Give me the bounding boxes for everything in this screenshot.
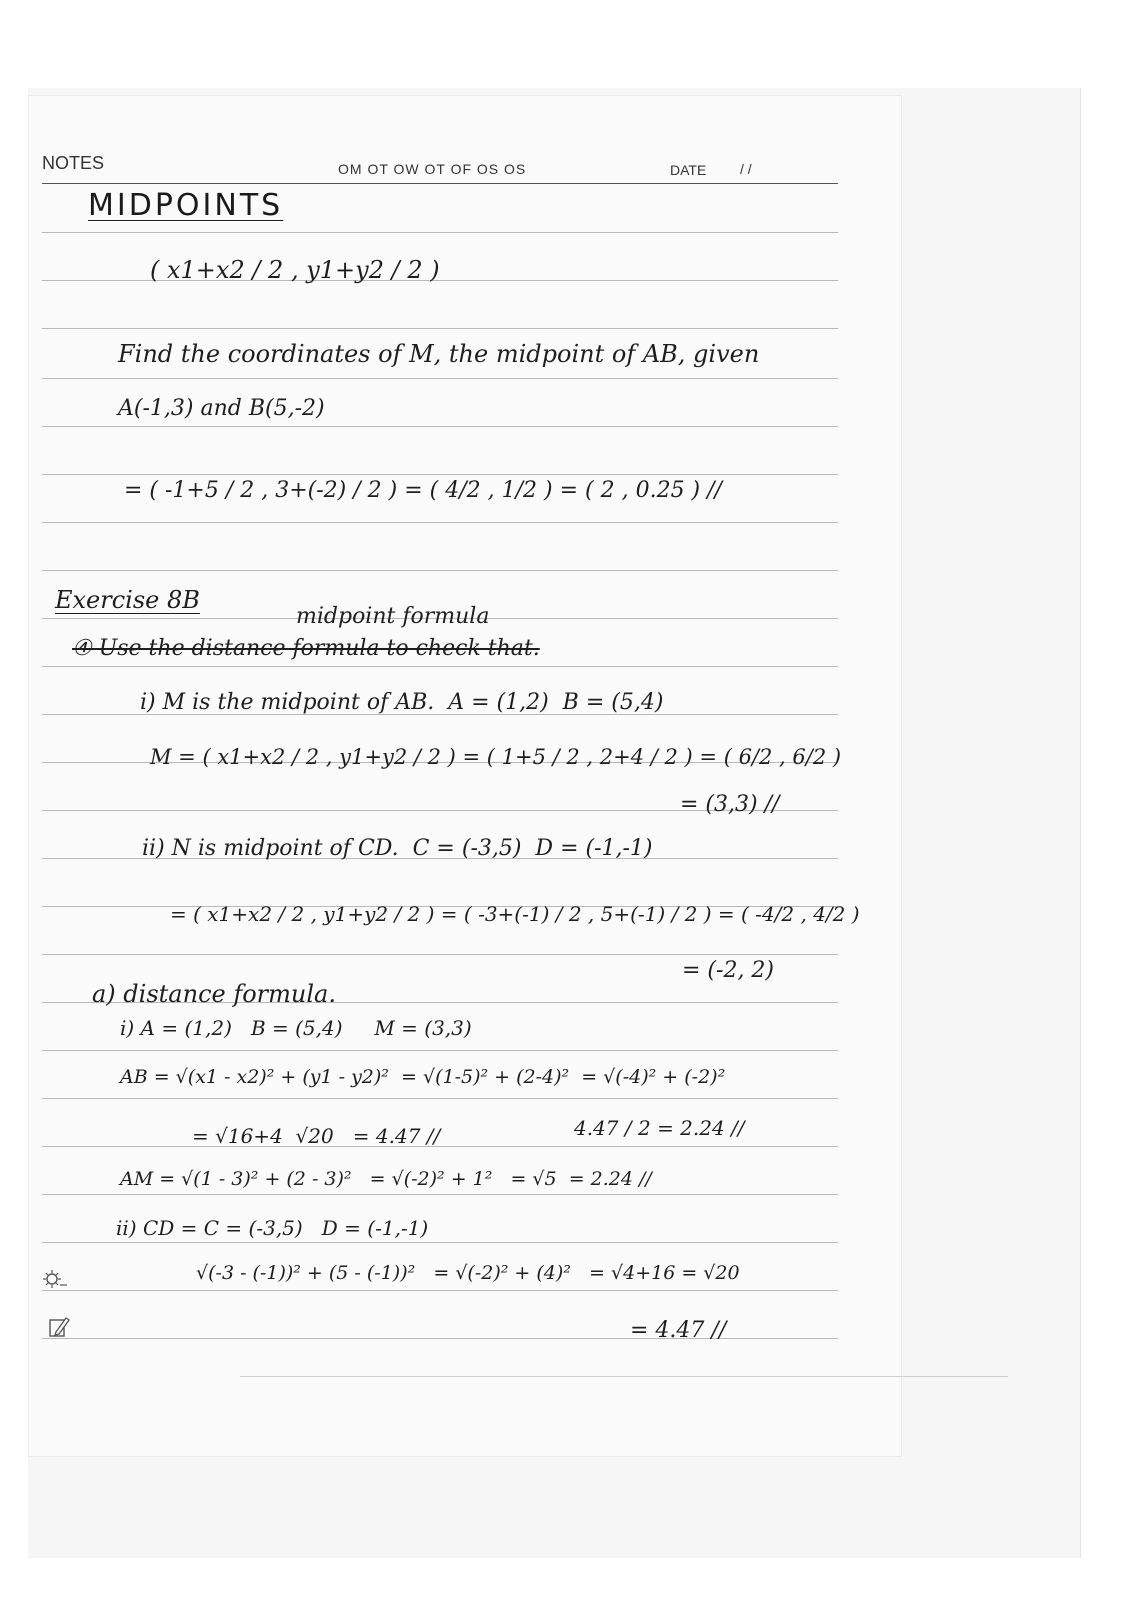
exercise-heading: Exercise 8B bbox=[55, 586, 200, 614]
ruled-line bbox=[42, 1242, 838, 1243]
example-working: = ( -1+5 / 2 , 3+(-2) / 2 ) = ( 4/2 , 1/2 ) = ( 2 , 0.25 ) // bbox=[124, 478, 722, 503]
cd-points-line: ii) CD = C = (-3,5) D = (-1,-1) bbox=[116, 1216, 429, 1240]
cd-working: √(-3 - (-1))² + (5 - (-1))² = √(-2)² + (4)² = √4+16 = √20 bbox=[196, 1262, 740, 1284]
ab-half-result: 4.47 / 2 = 2.24 // bbox=[574, 1116, 745, 1140]
part-i-working: M = ( x1+x2 / 2 , y1+y2 / 2 ) = ( 1+5 / 2 , 2+4 / 2 ) = ( 6/2 , 6/2 ) bbox=[150, 745, 842, 769]
example-question: Find the coordinates of M, the midpoint of AB, given bbox=[118, 340, 760, 368]
ruled-line bbox=[42, 426, 838, 427]
notebook-sheet bbox=[28, 95, 902, 1457]
weekday-boxes: OM OT OW OT OF OS OS bbox=[338, 161, 527, 177]
example-points: A(-1,3) and B(5,-2) bbox=[118, 396, 325, 421]
date-slashes: / / bbox=[740, 161, 752, 177]
ab-distance-result: = √16+4 √20 = 4.47 // bbox=[192, 1124, 441, 1148]
date-label: DATE bbox=[670, 162, 707, 178]
ruled-line bbox=[42, 183, 838, 184]
part-i-statement: i) M is the midpoint of AB. A = (1,2) B = (5,4) bbox=[140, 690, 664, 715]
sun-icon bbox=[42, 1268, 68, 1290]
ruled-line bbox=[42, 570, 838, 571]
distance-heading: a) distance formula. bbox=[92, 980, 336, 1008]
distance-points: i) A = (1,2) B = (5,4) M = (3,3) bbox=[120, 1016, 472, 1040]
exercise-instruction: ④ Use the distance formula to check that. bbox=[72, 636, 540, 661]
ruled-line bbox=[42, 522, 838, 523]
inserted-words: midpoint formula bbox=[296, 604, 490, 629]
part-ii-answer: = (-2, 2) bbox=[682, 958, 775, 983]
midpoint-formula: ( x1+x2 / 2 , y1+y2 / 2 ) bbox=[150, 256, 440, 284]
ab-distance-line: AB = √(x1 - x2)² + (y1 - y2)² = √(1-5)² + (2-4)² = √(-4)² + (-2)² bbox=[120, 1066, 726, 1088]
notes-label: NOTES bbox=[42, 153, 105, 173]
cd-result: = 4.47 // bbox=[630, 1318, 727, 1343]
part-ii-statement: ii) N is midpoint of CD. C = (-3,5) D = (-1,-1) bbox=[142, 836, 653, 861]
ruled-line bbox=[42, 1290, 838, 1291]
ruled-line bbox=[42, 232, 838, 233]
part-i-answer: = (3,3) // bbox=[680, 792, 780, 817]
ruled-line bbox=[42, 666, 838, 667]
pencil-note-icon bbox=[48, 1314, 70, 1340]
page-title: MIDPOINTS bbox=[88, 188, 284, 223]
ruled-line bbox=[42, 1098, 838, 1099]
ruled-line bbox=[42, 378, 838, 379]
ruled-line bbox=[42, 1194, 838, 1195]
am-distance-line: AM = √(1 - 3)² + (2 - 3)² = √(-2)² + 1² = √5 = 2.24 // bbox=[120, 1168, 652, 1190]
part-ii-working: = ( x1+x2 / 2 , y1+y2 / 2 ) = ( -3+(-1) / 2 , 5+(-1) / 2 ) = ( -4/2 , 4/2 ) bbox=[170, 902, 860, 926]
ruled-line bbox=[42, 1050, 838, 1051]
ruled-line bbox=[42, 954, 838, 955]
ruled-line bbox=[42, 474, 838, 475]
ruled-line-short bbox=[240, 1376, 1008, 1377]
ruled-line bbox=[42, 328, 838, 329]
